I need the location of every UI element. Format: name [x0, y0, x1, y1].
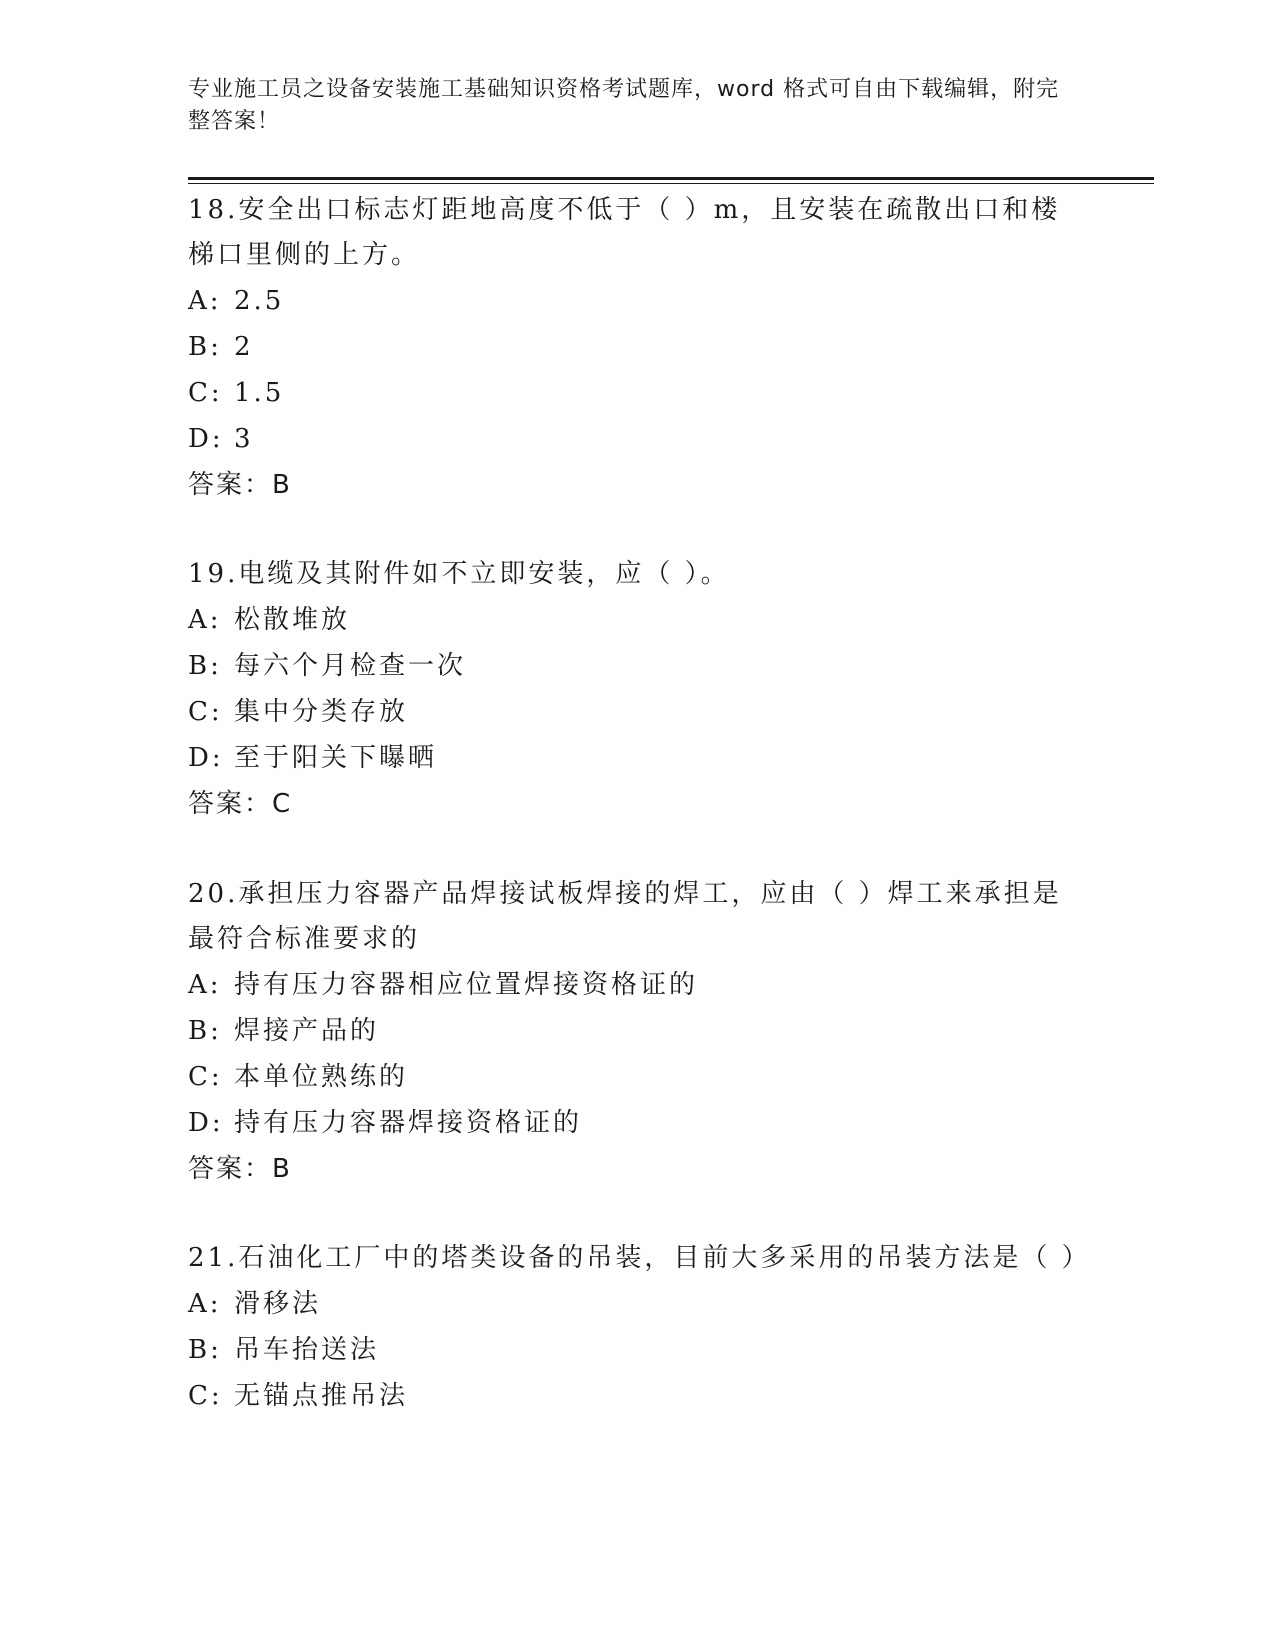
- option-c: [188, 370, 1088, 416]
- option-text: 持有压力容器焊接资格证的: [234, 1108, 583, 1138]
- option-d: [188, 735, 1088, 781]
- option-b: [188, 1327, 1088, 1373]
- document-header: 专业施工员之设备安装施工基础知识资格考试题库，word 格式可自由下载编辑，附完整答案！: [188, 77, 1060, 134]
- option-text: 无锚点推吊法: [234, 1381, 409, 1411]
- option-letter: C:: [188, 697, 223, 727]
- question-text: 18.安全出口标志灯距地高度不低于（ ）m，且安装在疏散出口和楼梯口里侧的上方。: [188, 195, 1061, 270]
- option-letter: D:: [188, 743, 224, 773]
- option-text: 焊接产品的: [234, 1016, 380, 1046]
- option-a: [188, 597, 1088, 643]
- option-text: 持有压力容器相应位置焊接资格证的: [234, 970, 699, 1000]
- option-text: 2: [234, 332, 254, 362]
- answer: 答案：B: [188, 470, 292, 500]
- answer: 答案：C: [188, 789, 293, 819]
- option-text: 滑移法: [234, 1289, 322, 1319]
- option-d: [188, 1100, 1088, 1146]
- question-21: [188, 1236, 1091, 1419]
- option-letter: B:: [188, 332, 222, 362]
- header-divider-thick: [188, 177, 1154, 180]
- option-text: 每六个月检查一次: [234, 651, 467, 681]
- question-20: [188, 872, 1088, 1192]
- option-text: 本单位熟练的: [234, 1062, 409, 1092]
- option-letter: C:: [188, 1381, 223, 1411]
- option-text: 2.5: [234, 286, 285, 316]
- option-text: 松散堆放: [234, 605, 351, 635]
- option-b: [188, 1008, 1088, 1054]
- option-letter: D:: [188, 1108, 224, 1138]
- option-text: 1.5: [234, 378, 285, 408]
- option-letter: C:: [188, 1062, 223, 1092]
- option-letter: B:: [188, 1016, 222, 1046]
- option-c: [188, 1373, 1088, 1419]
- option-letter: B:: [188, 1335, 222, 1365]
- option-letter: A:: [188, 286, 222, 316]
- option-text: 至于阳关下曝晒: [234, 743, 438, 773]
- option-a: [188, 278, 1088, 324]
- option-a: [188, 1281, 1088, 1327]
- option-letter: A:: [188, 970, 222, 1000]
- question-text: 19.电缆及其附件如不立即安装，应（ ）。: [188, 559, 730, 589]
- option-text: 吊车抬送法: [234, 1335, 380, 1365]
- option-b: [188, 324, 1088, 370]
- option-c: [188, 1054, 1088, 1100]
- question-text: 21.石油化工厂中的塔类设备的吊装，目前大多采用的吊装方法是（ ）: [188, 1243, 1091, 1273]
- option-d: [188, 416, 1088, 462]
- option-letter: D:: [188, 424, 224, 454]
- question-text: 20.承担压力容器产品焊接试板焊接的焊工，应由（ ）焊工来承担是最符合标准要求的: [188, 879, 1062, 954]
- option-b: [188, 643, 1088, 689]
- header-divider-thin: [188, 183, 1154, 184]
- option-letter: A:: [188, 1289, 222, 1319]
- option-letter: A:: [188, 605, 222, 635]
- option-a: [188, 962, 1088, 1008]
- option-text: 3: [234, 424, 254, 454]
- answer: 答案：B: [188, 1154, 292, 1184]
- option-letter: C:: [188, 378, 223, 408]
- option-letter: B:: [188, 651, 222, 681]
- option-text: 集中分类存放: [234, 697, 409, 727]
- question-19: [188, 552, 1088, 827]
- question-18: [188, 188, 1088, 508]
- option-c: [188, 689, 1088, 735]
